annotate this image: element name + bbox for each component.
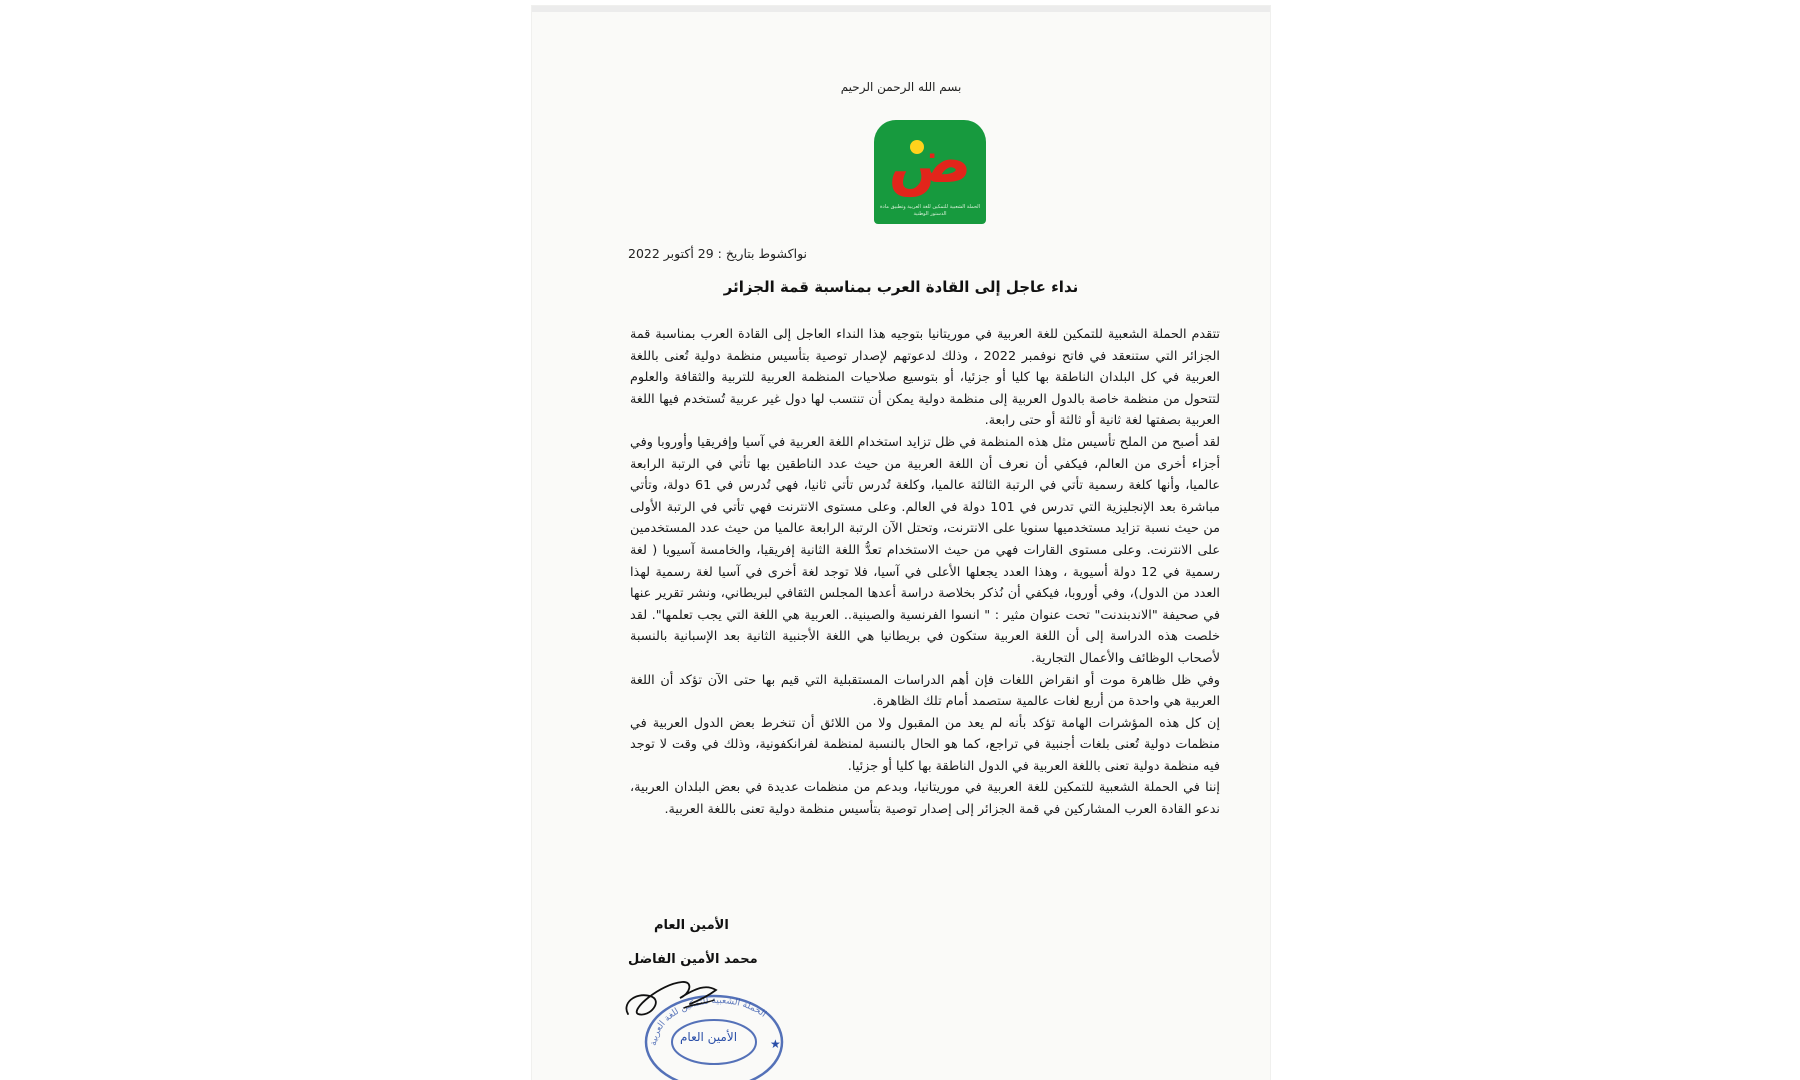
paragraph: إن كل هذه المؤشرات الهامة تؤكد بأنه لم يعد من المقبول ولا من اللائق أن تنخرط بعض الدول العربية في منظمات دولية تُعنى بلغات أجنبية في تراجع، كما هو الحال بالنسبة لمنظمة لفرانكفونية، وذلك في وقت لا توجد فيه منظمة دولية تعنى باللغة العربية في الدول الناطقة بها كليا أو جزئيا.	[630, 715, 1220, 774]
campaign-logo	[874, 120, 986, 224]
paragraph: إننا في الحملة الشعبية للتمكين للغة العربية في موريتانيا، وبدعم من منظمات عديدة في بعض البلدان العربية، ندعو القادة العرب المشاركين في قمة الجزائر إلى إصدار توصية بتأسيس منظمة دولية تعنى باللغة العربية.	[630, 780, 1220, 818]
signer-title: الأمين العام	[654, 918, 729, 933]
logo-caption: الحملة الشعبية للتمكين للغة العربية وتطبيق مادة الدستور الوطنية	[879, 204, 981, 217]
signer-name: محمد الأمين الفاضل	[628, 952, 758, 967]
letter-title: نداء عاجل إلى القادة العرب بمناسبة قمة الجزائر	[723, 278, 1079, 296]
paragraph: وفي ظل ظاهرة موت أو انقراض اللغات فإن أهم الدراسات المستقبلية التي قيم بها حتى الآن تؤكد أن اللغة العربية هي واحدة من أربع لغات عالمية ستصمد أمام تلك الظاهرة.	[630, 672, 1220, 710]
stamp-center-text: الأمين العام	[680, 1030, 738, 1044]
paragraph: لقد أصبح من الملح تأسيس مثل هذه المنظمة في ظل تزايد استخدام اللغة العربية في آسيا وإفريقيا وأوروبا وفي أجزاء أخرى من العالم، فيكفي أن نعرف أن اللغة العربية من حيث عدد الناطقين بها تأتي في الرتبة الرابعة عالميا، وأنها كلغة رسمية تأتي في الرتبة الثالثة عالميا، وكلغة تُدرس تأتي ثانيا، فهي تُدرس في 61 دولة، وتأتي مباشرة بعد الإنجليزية التي تدرس في 101 دولة في العالم. وعلى مستوى الانترنت فهي تأتي في الرتبة الأولى من حيث نسبة تزايد مستخدميها سنويا على الانترنت، وتحتل الآن الرتبة الرابعة عالميا من حيث عدد المستخدمين على الانترنت. وعلى مستوى القارات فهي من حيث الاستخدام تعدُّ اللغة الثانية إفريقيا، والخامسة آسيويا ( لغة رسمية في 12 دولة أسيوية ، وهذا العدد يجعلها الأعلى في آسيا، فلا توجد لغة أخرى في آسيا لغة رسمية لهذا العدد من الدول)، وفي أوروبا، فيكفي أن نُذكر بخلاصة دراسة أعدها المجلس الثقافي لبريطاني، ونشر تقرير عنها في صحيفة "الاندبندنت" تحت عنوان مثير : " انسوا الفرنسية والصينية.. العربية هي اللغة التي يجب تعلمها". لقد خلصت هذه الدراسة إلى أن اللغة العربية ستكون في بريطانيا هي اللغة الأجنبية الثانية بعد الإسبانية بالنسبة لأصحاب الوظائف والأعمال التجارية.	[630, 434, 1220, 666]
handwritten-signature	[620, 974, 730, 1034]
logo-glyph: ض	[888, 124, 972, 197]
paragraph: تتقدم الحملة الشعبية للتمكين للغة العربية في موريتانيا بتوجيه هذا النداء العاجل إلى القادة العرب بمناسبة قمة الجزائر التي ستنعقد في فاتح نوفمبر 2022 ، وذلك لدعوتهم لإصدار توصية بتأسيس منظمة دولية تُعنى باللغة العربية في كل البلدان الناطقة بها كليا أو جزئيا، أو بتوسيع صلاحيات المنظمة العربية للتربية والثقافة والعلوم لتتحول من منظمة خاصة بالدول العربية إلى منظمة دولية يمكن أن تنتسب لها دول غير عربية تُستخدم فيها اللغة العربية بصفتها لغة ثانية أو ثالثة أو حتى رابعة.	[630, 327, 1220, 429]
letter-page	[532, 6, 1270, 1080]
stamp-ring-text: الحملة الشعبية للتمكين للغة العربية	[648, 996, 768, 1047]
place-date: نواكشوط بتاريخ : 29 أكتوبر 2022	[628, 246, 808, 261]
page-top-edge	[532, 6, 1270, 12]
stamp-star-icon: ★	[770, 1037, 781, 1051]
basmala: بسم الله الرحمن الرحيم	[840, 80, 962, 94]
letter-body	[630, 324, 1220, 821]
